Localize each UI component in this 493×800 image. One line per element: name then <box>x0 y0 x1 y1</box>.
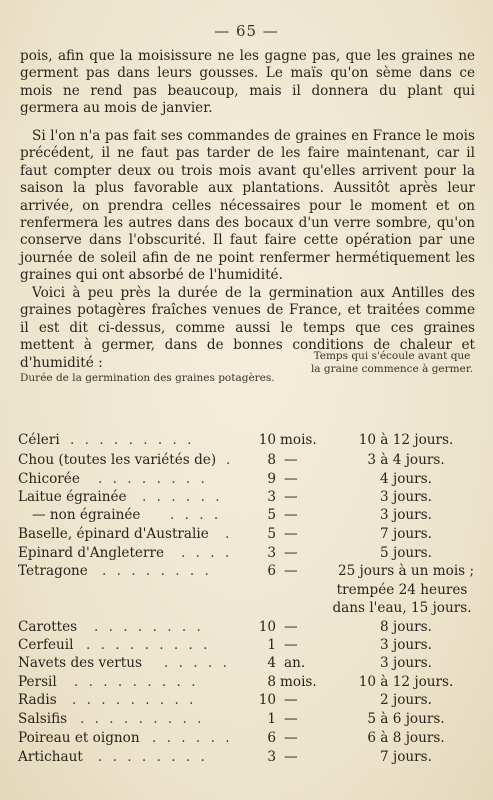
germination-time: 6 à 8 jours. <box>367 730 445 746</box>
duration-number: 3 <box>267 489 276 505</box>
duration-number: 6 <box>267 730 276 746</box>
table-row <box>18 452 478 470</box>
tetragone-note-line-1: trempée 24 heures <box>336 582 468 598</box>
duration-unit: — <box>284 471 298 487</box>
page-number: — 65 — <box>214 22 279 40</box>
table-row <box>18 489 478 507</box>
leader-dots: . <box>226 452 234 468</box>
germination-time: 5 à 6 jours. <box>367 711 445 727</box>
duration-number: 1 <box>267 637 276 653</box>
germination-time: 4 jours. <box>380 471 432 487</box>
leader-dots: . . . . . . . . . <box>80 711 205 727</box>
duration-number: 3 <box>267 545 276 561</box>
duration-unit: an. <box>284 655 306 671</box>
duration-unit: — <box>284 563 298 579</box>
leader-dots: . . . . . . . . <box>94 619 204 635</box>
plant-name: Cerfeuil <box>18 637 74 653</box>
table-row <box>18 471 478 489</box>
table-row <box>18 655 478 673</box>
leader-dots: . . . . <box>181 545 233 561</box>
plant-name: — non égrainée <box>32 507 141 523</box>
leader-dots: . <box>225 526 233 542</box>
paragraph-2: Si l'on n'a pas fait ses commandes de graines en France le mois précédent, il ne faut pas tarder de les faire maintenant, car il faut compter deux ou trois mois avant qu'elles arrivent pour la saison la plus favorable aux plantations. Aussitôt après leur arrivée, on prendra celles nécessaires pour le moment et on renfermera les autres dans des bocaux d'un verre sombre, qu'on conserve dans l'obscurité. Il faut faire cette opération par une journée de soleil afin de ne point renfermer hermétiquement les graines qui ont absorbé de l'humidité. <box>20 128 475 284</box>
duration-number: 3 <box>267 749 276 765</box>
leader-dots: . . . . . . . . . <box>86 637 211 653</box>
plant-name: Laitue égrainée <box>18 489 127 505</box>
table-row <box>18 637 478 655</box>
germination-time: 8 jours. <box>380 619 432 635</box>
leader-dots: . . . . . . . . . <box>74 674 199 690</box>
table-row <box>18 711 478 729</box>
duration-unit: — <box>284 637 298 653</box>
germination-time: 3 jours. <box>380 637 432 653</box>
duration-unit: mois. <box>280 432 317 448</box>
duration-unit: — <box>284 711 298 727</box>
duration-number: 10 <box>258 432 276 448</box>
duration-number: 10 <box>258 619 276 635</box>
table-row <box>18 526 478 544</box>
duration-number: 4 <box>267 655 276 671</box>
table-row <box>18 730 478 748</box>
plant-name: Artichaut <box>18 749 83 765</box>
table-row <box>18 692 478 710</box>
table-row <box>18 563 478 581</box>
plant-name: Baselle, épinard d'Australie <box>18 526 209 542</box>
duration-number: 8 <box>267 452 276 468</box>
duration-number: 8 <box>267 674 276 690</box>
table-row <box>18 432 478 450</box>
germination-time: 7 jours. <box>380 526 432 542</box>
plant-name: Carottes <box>18 619 78 635</box>
table-header-right: Temps qui s'écoule avant que la graine commence à germer. <box>310 350 474 375</box>
plant-name: Salsifis <box>18 711 68 727</box>
tetragone-note-line-2: dans l'eau, 15 jours. <box>332 600 472 616</box>
duration-number: 6 <box>267 563 276 579</box>
plant-name: Navets des vertus <box>18 655 142 671</box>
duration-number: 5 <box>267 526 276 542</box>
germination-time: 10 à 12 jours. <box>358 674 454 690</box>
duration-unit: — <box>284 452 298 468</box>
germination-time: 2 jours. <box>380 692 432 708</box>
duration-number: 10 <box>258 692 276 708</box>
germination-time: 5 jours. <box>380 545 432 561</box>
duration-unit: — <box>284 749 298 765</box>
germination-time: 3 à 4 jours. <box>367 452 445 468</box>
germination-time: 25 jours à un mois ; <box>337 563 475 579</box>
table-row <box>18 749 478 767</box>
leader-dots: . . . . . . . . . <box>70 432 195 448</box>
leader-dots: . . . . . . . . <box>102 563 212 579</box>
plant-name: Tetragone <box>18 563 88 579</box>
duration-unit: — <box>284 619 298 635</box>
paragraph-1: pois, afin que la moisissure ne les gagne pas, que les graines ne germent pas dans leurs gousses. Le maïs qu'on sème dans ce mois ne rend pas beaucoup, mais il donnera du plant qui germera au mois de janvier. <box>20 48 475 117</box>
plant-name: Poireau et oignon <box>18 730 140 746</box>
table-row <box>18 619 478 637</box>
leader-dots: . . . . . . . . . <box>72 692 197 708</box>
duration-unit: — <box>284 545 298 561</box>
table-row <box>18 507 478 525</box>
duration-unit: mois. <box>280 674 317 690</box>
duration-unit: — <box>284 730 298 746</box>
duration-unit: — <box>284 507 298 523</box>
table-header-left: Durée de la germination des graines potagères. <box>20 372 275 384</box>
leader-dots: . . . . . . <box>142 489 223 505</box>
germination-time: 7 jours. <box>380 749 432 765</box>
duration-unit: — <box>284 526 298 542</box>
leader-dots: . . . . . <box>164 655 230 671</box>
duration-number: 5 <box>267 507 276 523</box>
leader-dots: . . . . . . . . <box>98 749 208 765</box>
duration-number: 9 <box>267 471 276 487</box>
paragraph-3: Voici à peu près la durée de la germination aux Antilles des graines potagères fraîches venues de France, et traitées comme il est dit ci-dessus, comme aussi le temps que ces graines mettent à germer, dans de bonnes conditions de chaleur et d'humidité : <box>20 285 475 371</box>
plant-name: Chicorée <box>18 471 80 487</box>
plant-name: Epinard d'Angleterre <box>18 545 165 561</box>
germination-time: 3 jours. <box>380 507 432 523</box>
plant-name: Céleri <box>18 432 60 448</box>
table-row <box>18 674 478 692</box>
germination-time: 10 à 12 jours. <box>358 432 454 448</box>
leader-dots: . . . . . . . . <box>98 471 208 487</box>
germination-time: 3 jours. <box>380 489 432 505</box>
plant-name: Chou (toutes les variétés de) <box>18 452 217 468</box>
duration-unit: — <box>284 692 298 708</box>
leader-dots: . . . . <box>170 507 222 523</box>
table-row <box>18 545 478 563</box>
leader-dots: . . . . . . <box>152 730 233 746</box>
plant-name: Radis <box>18 692 57 708</box>
germination-time: 3 jours. <box>380 655 432 671</box>
duration-number: 1 <box>267 711 276 727</box>
plant-name: Persil <box>18 674 57 690</box>
duration-unit: — <box>284 489 298 505</box>
